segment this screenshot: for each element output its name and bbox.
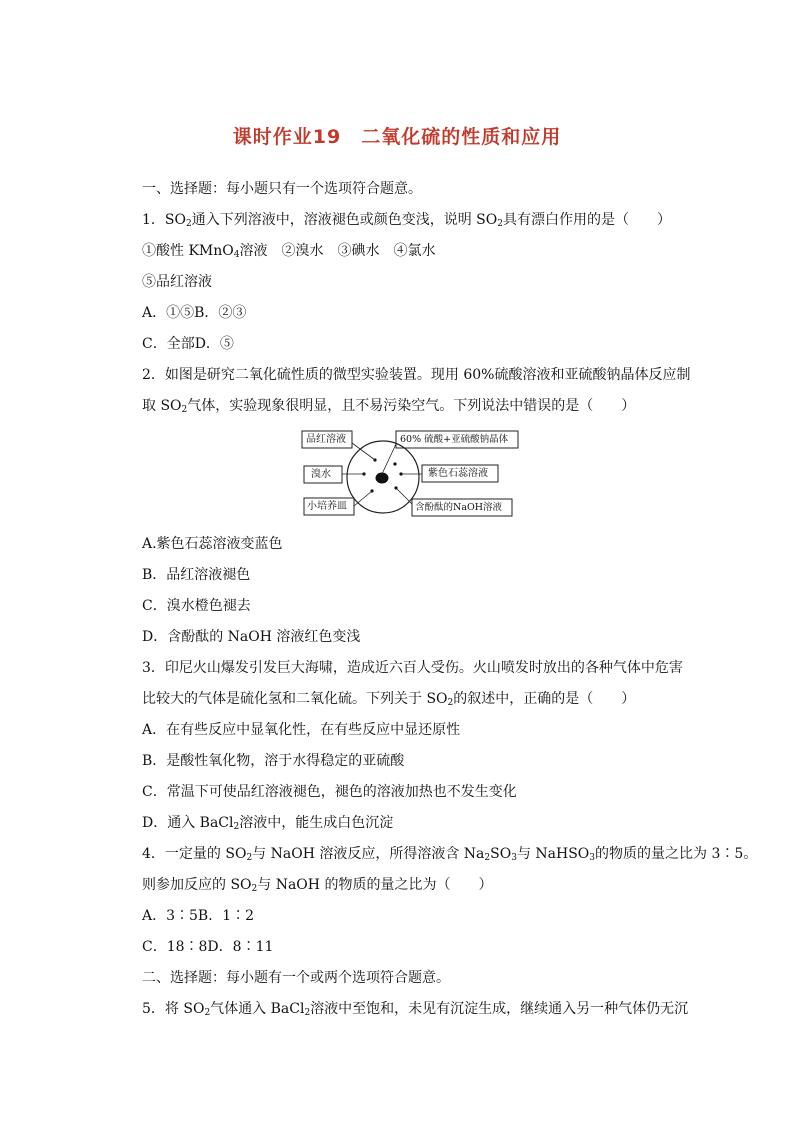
experiment-diagram <box>300 428 522 523</box>
q3-option-b: B．是酸性氧化物，溶于水得稳定的亚硫酸 <box>142 753 405 769</box>
q1-item5: ⑤品红溶液 <box>142 274 212 290</box>
q3-stem-line2: 比较大的气体是硫化氢和二氧化硫。下列关于 $SO_2$的叙述中，正确的是（ ） <box>142 691 636 708</box>
q1-items: ①酸性 KMnO$_4$溶液 ②溴水 ③碘水 ④氯水 <box>142 243 436 260</box>
q3-stem-line1: 3．印尼火山爆发引发巨大海啸，造成近六百人受伤。火山喷发时放出的各种气体中危害 <box>142 660 683 676</box>
q5-stem: 5．将 $SO_2$气体通入 BaCl$_2$溶液中至饱和，未见有沉淀生成，继续通入另一种气体仍无沉 <box>142 1001 689 1018</box>
q3-option-d: D．通入 BaCl$_2$溶液中，能生成白色沉淀 <box>142 815 394 832</box>
label-litmus: 紫色石蕊溶液 <box>428 468 488 479</box>
q4-stem-line1: 4．一定量的 $SO_2$与 NaOH 溶液反应，所得溶液含 $Na_2SO_3$与 NaHSO$_3$的物质的量之比为 3∶5。 <box>142 846 758 863</box>
label-dish: 小培养皿 <box>307 501 347 512</box>
q2-option-d: D．含酚酞的 NaOH 溶液红色变浅 <box>142 629 361 645</box>
label-pinhong: 品红溶液 <box>306 434 346 445</box>
q1-options-ab: A．①⑤B．②③ <box>142 305 247 321</box>
q2-stem-line2: 取 $SO_2$气体，实验现象很明显，且不易污染空气。下列说法中错误的是（ ） <box>142 398 636 415</box>
section2-heading: 二、选择题：每小题有一个或两个选项符合题意。 <box>142 970 450 986</box>
center-reagent <box>376 473 389 484</box>
label-naoh: 含酚酞的NaOH溶液 <box>415 502 503 513</box>
q2-option-c: C．溴水橙色褪去 <box>142 598 251 614</box>
q3-option-c: C．常温下可使品红溶液褪色，褪色的溶液加热也不发生变化 <box>142 784 517 800</box>
q2-option-b: B．品红溶液褪色 <box>142 567 251 583</box>
label-xiushui: 溴水 <box>311 469 331 480</box>
q3-option-a: A．在有些反应中显氧化性，在有些反应中显还原性 <box>142 722 461 738</box>
page-title: 课时作业19 二氧化硫的性质和应用 <box>232 126 562 148</box>
q1-options-cd: C．全部D．⑤ <box>142 336 234 352</box>
q2-stem-line1: 2．如图是研究二氧化硫性质的微型实验装置。现用 60%硫酸溶液和亚硫酸钠晶体反应制 <box>142 367 691 383</box>
section1-heading: 一、选择题：每小题只有一个选项符合题意。 <box>142 181 422 197</box>
q4-stem-line2: 则参加反应的 $SO_2$与 NaOH 的物质的量之比为（ ） <box>142 877 493 894</box>
q4-options-cd: C．18∶8D．8∶11 <box>142 939 274 955</box>
q1-stem: 1．$SO_2$通入下列溶液中，溶液褪色或颜色变浅，说明 $SO_2$具有漂白作用的是（ ） <box>142 212 671 229</box>
label-acid: 60% 硫酸+亚硫酸钠晶体 <box>400 434 509 445</box>
q4-options-ab: A．3∶5B．1∶2 <box>142 908 255 924</box>
q2-option-a: A.紫色石蕊溶液变蓝色 <box>142 536 283 552</box>
